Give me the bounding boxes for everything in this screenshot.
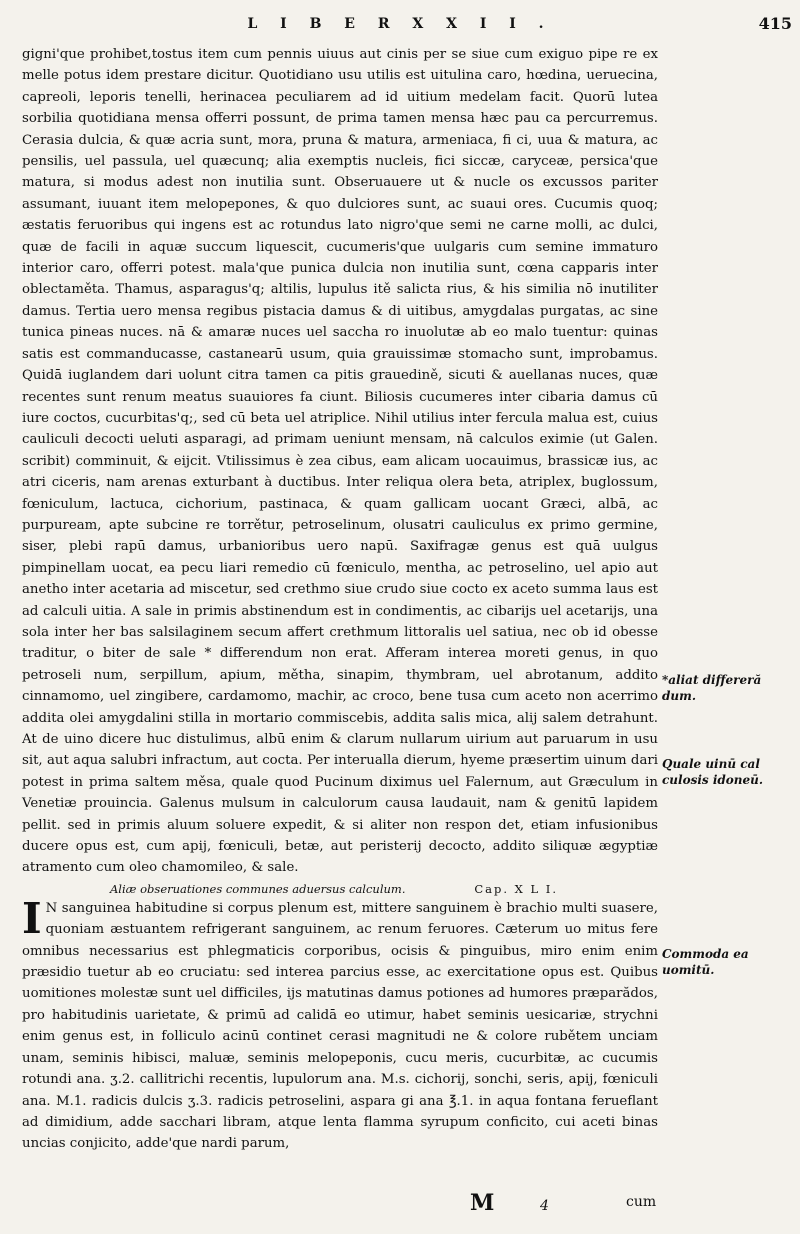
page-number: 415 (758, 14, 792, 33)
chapter-number: Cap. X L I. (474, 881, 558, 896)
main-text-block (22, 44, 658, 1155)
running-title: L I B E R X X I I . (247, 16, 553, 32)
running-head (0, 8, 800, 44)
margin-note-1: *aliat differeră dum. (662, 673, 762, 703)
page-footer (0, 1190, 800, 1220)
margin-note-3: Commoda ea uomitū. (662, 947, 749, 977)
body-paragraph-1: gigni'que prohibet,tostus item cum pennis uiuus aut cinis per se siue cum exiguo pipe re ex melle potus idem prestare dicitur. Quotidiano usu utilis est uitulina caro, hœdina, ueruecina, capreoli, leporis tenelli, herinacea peculiarem ad id uitium medelam facit. Quorū lutea sorbilia quotidiana mensa offerri possunt, de prima tamen mensa hæc pau ca percurremus. Cerasia dulcia, & quæ acria sunt, mora, pruna & matura, armeniaca, fi ci, uua & matura, ac pensilis, uel passula, uel quæcunq; alia exemptis nucleis, fici siccæ, caryceæ, persica'que matura, si modus adest non inutilia sunt. Obseruauere ut & nucle os excussos pariter assumant, iuuant item melopepones, & quo dulciores sunt, ac suaui ores. Cucumis quoq; æstatis feruoribus qui ingens est ac rotundus lato nigro'que semi ne carne molli, ac dulci, quæ de facili in aquæ succum liquescit, cucumeris'que uulgaris cum semine immaturo interior caro, offerri potest. mala'que punica dulcia non inutilia sunt, cœna capparis inter oblectaměta. Thamus, asparagus'q; altilis, lupulus itě salicta rius, & his similia nō inutiliter damus. Tertia uero mensa regibus pistacia damus & di uitibus, amygdalas purgatas, ac sine tunica pineas nuces. nā & amaræ nuces uel saccha ro inuolutæ ab eo malo tuentur: quinas satis est commanducasse, castanearū usum, quia grauissimæ stomacho sunt, improbamus. Quidā iuglandem dari uolunt citra tamen ca pitis grauedině, sicuti & auellanas nuces, quæ recentes sunt renum meatus suauiores fa ciunt. Biliosis cucumeres inter cibaria damus cū iure coctos, cucurbitas'q;, sed cū beta uel atriplice. Nihil utilius inter fercula malua est, cuius cauliculi decocti ueluti asparagi, ad primam ueniunt mensam, nā calculos eximie (ut Galen. scribit) comminuit, & eijcit. Vtilissimus è zea cibus, eam alicam uocauimus, brassicæ ius, ac atri ciceris, nam arenas exturbant à ductibus. Inter reliqua olera beta, atriplex, buglossum, fœniculum, lactuca, cichorium, pastinaca, & quam gallicam uocant Græci, albā, ac purpuream, apte subcine re torrětur, petroselinum, olusatri cauliculus ex primo germine, siser, plebi rapū damus, urbanioribus uero napū. Saxifragæ genus est quā uulgus pimpinellam uocat, ea pecu liari remedio cū fœniculo, mentha, ac petroselino, uel apio aut anetho inter acetaria ad miscetur, sed crethmo siue crudo siue cocto ex aceto summa laus est ad calculi uitia. A sale in primis abstinendum est in condimentis, ac cibarijs uel acetarijs, una sola inter her bas salsilaginem secum affert crethmum littoralis uel satiua, nec ob id obesse traditur, o biter de sale * differendum non erat. Afferam interea moreti genus, in quo petroseli num, serpillum, apium, mětha, sinapim, thymbram, uel abrotanum, addito cinnamomo, uel zingibere, cardamomo, machir, ac croco, bene tusa cum aceto non acerrimo addita olei amygdalini stilla in mortario commiscebis, addita salis mica, alij salem detrahunt. At de uino dicere huc distulimus, albū enim & clarum nullarum uirium aut paruarum in usu sit, aut aqua salubri infractum, aut cocta. Per interualla dierum, hyeme præsertim uinum dari potest in prima saltem měsa, quale quod Pucinum diximus uel Falernum, aut Græculum in Venetiæ prouincia. Galenus mulsum in calculorum causa laudauit, nam & genitū lapidem pellit. sed in primis aluum soluere expedit, & si aliter non respon det, etiam infusionibus ducere opus est, cum apij, fœniculi, betæ, aut peristerij decocto, addito siliquæ ægyptiæ atramento cum oleo chamomileo, & sale. (22, 47, 658, 876)
body-paragraph-2-text: N sanguinea habitudine si corpus plenum est, mittere sanguinem è brachio multi suasere, quoniam æstuantem refrigerant sanguinem, ac renum feruores. Cæterum uo mitus fere omnibus necessarius est phlegmaticis corporibus, ocisis & pinguibus, miro enim enim præsidio tuetur ab eo cruciatu: sed interea parcius esse, ac exercitatione opus est. Quibus uomitiones molestæ sunt uel difficiles, ijs matutinas damus potiones ad humores præparădos, pro habitudinis uarietate, & primū ad calidā eo utimur, habet seminis uesicariæ, strychni enim genus est, in folliculo acinū continet cerasi magnitudi ne & colore rubětem unciam unam, seminis hibisci, maluæ, seminis melopeponis, cucu meris, cucurbitæ, ac cucumis rotundi ana. ʒ.2. callitrichi recentis, lupulorum ana. M.s. cichorij, sonchi, seris, apij, fœniculi ana. M.1. radicis dulcis ʒ.3. radicis petroselini, aspara gi ana ℥.1. in aqua fontana ferueflant ad dimidium, adde sacchari libram, atque lenta flamma syrupum conficito, cui aceti binas uncias conjicito, adde'que nardi parum, (22, 900, 658, 1152)
drop-capital: I (22, 893, 42, 943)
signature-number: 4 (540, 1198, 549, 1214)
catchword: cum (626, 1194, 657, 1210)
signature-mark: M (470, 1190, 495, 1216)
chapter-heading (22, 881, 658, 897)
margin-note-2: Quale uinū cal culosis idoneū. (662, 757, 764, 787)
body-paragraph-2 (22, 893, 658, 1155)
chapter-title: Aliæ obseruationes communes aduersus calculum. (110, 881, 406, 896)
